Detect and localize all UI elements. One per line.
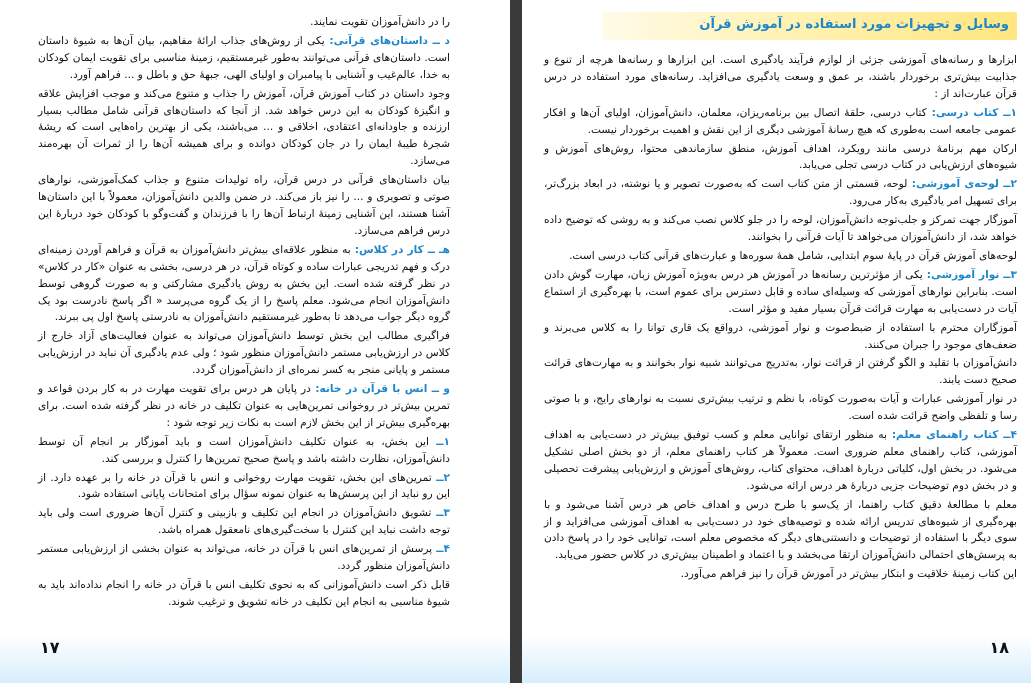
- paragraph-text: کتاب درسی، حلقهٔ اتصال بین برنامه‌ریزان، معلمان، دانش‌آموزان، اولیای آن‌ها و افکار عمومی جامعه است به‌طوری که هیچ رسانهٔ آموزشی دیگری از این نقش و اهمیت برخوردار نیست.: [544, 106, 1017, 136]
- paragraph: [544, 52, 1017, 103]
- subheading: ۴ــ کتاب راهنمای معلم:: [886, 429, 1017, 442]
- page-number-left: ۱۷: [40, 638, 60, 657]
- paragraph-text: آموزگار جهت تمرکز و جلب‌توجه دانش‌آموزان، لوحه را در جلو کلاس نصب می‌کند و به روشی که توضیح داده خواهد شد، از دانش‌آموزان می‌خواهد تا آیات قرآنی را بخوانند.: [544, 214, 1017, 244]
- paragraph: [38, 172, 450, 240]
- paragraph: [544, 267, 1017, 318]
- paragraph-text: فراگیری مطالب این بخش توسط دانش‌آموزان می‌تواند به عنوان فعالیت‌های آزاد خارج از کلاس در ارزش‌یابی مستمر دانش‌آموزان منظور شود ؛ ولی عدم یادگیری آن نباید در ارزش‌یابی مستمر و پایانی منجر به کسر نمره‌ای از دانش‌آموزان گردد.: [38, 330, 450, 377]
- paragraph: [544, 566, 1017, 583]
- paragraph: [38, 470, 450, 504]
- paragraph: [544, 320, 1017, 354]
- paragraph-text: به منظور علاقه‌ای بیش‌تر دانش‌آموزان به قرآن و فراهم آوردن زمینه‌ای درک و فهم تدریجی عبارات ساده و کوتاه قرآن، در هر درسی، بخشی به عنوان «کار در کلاس» در نظر گرفته شده است. این بخش به روش یادگیری مشارکتی و به صورت گروهی توسط دانش‌آموزان انجام می‌شود. معلم پاسخ را از یک گروه می‌پرسد « اگر پاسخ نادرست بود یک گروه دیگر جواب می‌دهد تا به‌طور غیرمستقیم دانش‌آموزان به نادرستی پاسخ اول پی ببرند.: [38, 243, 450, 324]
- right-page: [522, 0, 1031, 683]
- paragraph: [38, 505, 450, 539]
- paragraph-text: پرسش از تمرین‌های انس با قرآن در خانه، می‌تواند به عنوان بخشی از ارزش‌یابی مستمر دانش‌آموزان منظور گردد.: [38, 543, 450, 573]
- paragraph-text: قابل ذکر است دانش‌آموزانی که به نحوی تکلیف انس با قرآن در خانه را انجام نداده‌اند باید به شیوهٔ مناسبی به انجام این تکلیف در خانه تشویق و ترغیب شوند.: [38, 579, 450, 608]
- paragraph-text: بیان داستان‌های قرآنی در درس قرآن، راه تولیدات متنوع و جذاب کمک‌آموزشی، نوارهای صوتی و تصویری و ... را نیز باز می‌کند. در ضمن والدین دانش‌آموزان، معمولاً با این داستان‌ها آشنا هستند، این آشنایی زمینهٔ ارتباط آن‌ها را با فرزندان و گفت‌وگو با کودکان خود دربارهٔ این درس فراهم می‌سازد.: [38, 174, 450, 237]
- paragraph-text: به منظور ارتقای توانایی معلم و کسب توفیق بیش‌تر در دست‌یابی به اهداف آموزشی، کتاب راهنمای معلم ضروری است. معمولاً هر کتاب راهنمای معلم، از دو بخش اصلی تشکیل می‌شود. در بخش اول، کلیاتی دربارهٔ اهداف، محتوای کتاب، روش‌های آموزش و ارزش‌یابی پیشرفت تحصیلی و در بخش دوم توضیحات جزیی دربارهٔ هر درس ارائه می‌شود.: [544, 429, 1017, 492]
- paragraph: [38, 541, 450, 575]
- paragraph: [544, 497, 1017, 565]
- subheading: ۳ــ نوار آموزشی:: [922, 268, 1017, 281]
- paragraph-text: لوحه، قسمتی از متن کتاب است که به‌صورت تصویر و یا نوشته، در ابعاد بزرگ‌تر، برای تسهیل امر یادگیری به‌کار می‌رود.: [544, 178, 1017, 208]
- paragraph-text: ابزارها و رسانه‌های آموزشی جزئی از لوازم فرآیند یادگیری است. این ابزارها و رسانه‌ها هرچه از تنوع و جذابیت بیش‌تری برخوردار باشند، بر عمق و وسعت یادگیری می‌افزاید. رسانه‌های مورد استفاده در درس قرآن عبارت‌اند از :: [544, 54, 1017, 100]
- paragraph-text: تمرین‌های این بخش، تقویت مهارت روخوانی و انس با قرآن در خانه را بر عهده دارد. از این رو نباید از این پرسش‌ها به عنوان نمونه سؤال برای امتحانات پایانی استفاده شود.: [38, 471, 450, 501]
- paragraph: [38, 328, 450, 379]
- paragraph-text: آموزگاران محترم با استفاده از ضبط‌صوت و نوار آموزشی، درواقع یک قاری توانا را به کلاس می‌برند و ضعف‌های موجود را جبران می‌کنند.: [544, 321, 1017, 351]
- list-number: ۴ــ: [432, 543, 450, 556]
- paragraph: [38, 242, 450, 327]
- paragraph: [544, 355, 1017, 389]
- paragraph-text: یکی از مؤثرترین رسانه‌ها در آموزش هر درس به‌ویژه آموزش زبان، مهارت گوش دادن است. بنابراین نوارهای آموزشی که وسیله‌ای ساده و قابل دسترس برای عموم است، با بهره‌گیری از استماع آیات در دست‌یابی به مهارت قرائت قرآن بسیار مفید و مؤثر است.: [544, 268, 1017, 315]
- paragraph-text: یکی از روش‌های جذاب ارائهٔ مفاهیم، بیان آن‌ها به شیوهٔ داستان است. داستان‌های قرآنی می‌توانند به‌طور غیرمستقیم، زمینهٔ مناسبی برای تقویت ایمان کودکان به خدا، عالم‌غیب و آشنایی با پیامبران و اولیای الهی، جبههٔ حق و باطل و ... فراهم آورد.: [38, 34, 450, 81]
- subheading: ۱ــ کتاب درسی:: [926, 106, 1017, 119]
- paragraph: [544, 248, 1017, 265]
- paragraph-text: معلم با مطالعهٔ دقیق کتاب راهنما، از یک‌سو با طرح درس و اهداف خاص هر درس آشنا می‌شود و با بهره‌گیری از شیوه‌های تدریس ارائه شده و توصیه‌های خود در دست‌یابی به اهداف آموزشی می‌افزاید و از سوی دیگر با استفاده از توضیحات و دانستنی‌های دیگر که مخصوص معلم است، توانایی خود را در پاسخ دادن به پرسش‌های احتمالی دانش‌آموزان ارتقا می‌بخشد و با اعتماد و اطمینان بیش‌تری در کلاس حضور می‌یابد.: [544, 498, 1017, 562]
- paragraph: [544, 176, 1017, 210]
- paragraph: [38, 434, 450, 468]
- subheading: و ــ انس با قرآن در خانه:: [310, 383, 450, 396]
- section-title: وسایل و تجهیزات مورد استفاده در آموزش قرآن: [699, 17, 1009, 32]
- right-footer-band: [522, 635, 1031, 683]
- section-title-banner: [602, 12, 1017, 40]
- subheading: هـ ــ کار در کلاس:: [350, 243, 451, 256]
- paragraph-text: این کتاب زمینهٔ خلاقیت و ابتکار بیش‌تر در آموزش قرآن را نیز فراهم می‌آورد.: [680, 568, 1017, 581]
- paragraph: [38, 33, 450, 84]
- paragraph: [544, 141, 1017, 175]
- subheading: د ــ داستان‌های قرآنی:: [324, 34, 450, 47]
- paragraph-text: در نوار آموزشی عبارات و آیات به‌صورت کوتاه، با نظم و ترتیب بیش‌تری نسبت به نوارهای رایج، و با صوتی رسا و تلفظی واضح قرائت شده است.: [544, 393, 1017, 423]
- right-page-text: [544, 52, 1017, 585]
- paragraph: [38, 381, 450, 432]
- paragraph: [544, 105, 1017, 139]
- list-number: ۳ــ: [431, 507, 450, 520]
- subheading: ۲ــ لوحه‌ی آموزشی:: [907, 178, 1017, 191]
- paragraph-text: دانش‌آموزان با تقلید و الگو گرفتن از قرائت نوار، به‌تدریج می‌توانند شبیه نوار بخوانند و به مهارت‌های قرائت صحیح دست یابند.: [544, 357, 1017, 387]
- paragraph-text: در پایان هر درس برای تقویت مهارت در به کار بردن قواعد و تمرین بیش‌تر در روخوانی تمرین‌هایی به عنوان تکلیف در خانه در نظر گرفته شده است. برای بهره‌گیری بیش‌تر از این بخش لازم است به نکات زیر توجه شود :: [38, 383, 450, 429]
- paragraph-text: تشویق دانش‌آموزان در انجام این تکلیف و بازبینی و کنترل آن‌ها ضروری است ولی باید توجه داشت نباید این کنترل با سخت‌گیری‌های نامعقول همراه باشد.: [38, 507, 450, 537]
- paragraph: [38, 86, 450, 171]
- paragraph: [38, 14, 450, 31]
- left-footer-band: [0, 635, 510, 683]
- paragraph-text: وجود داستان در کتاب آموزش قرآن، آموزش را جذاب و متنوع می‌کند و موجب افزایش علاقه و انگیزهٔ کودکان به این درس خواهد شد. از آنجا که داستان‌های قرآنی شامل مطالب بسیار ارزنده و جاودانه‌ای اعتقادی، اخلاقی و ... می‌باشند، یکی از بهترین راه‌هایی است که ریشهٔ شجرهٔ طیبهٔ ایمان را در جان کودکان دوانده و برای همیشه آن‌ها را از ثمرات آن بهره‌مند می‌سازد.: [38, 87, 450, 168]
- list-number: ۱ــ: [428, 435, 450, 448]
- paragraph: [544, 212, 1017, 246]
- paragraph: [38, 577, 450, 611]
- paragraph-text: ارکان مهم برنامهٔ درسی مانند رویکرد، اهداف آموزش، منطق سازماندهی محتوا، روش‌های آموزش و شیوه‌های ارزش‌یابی در کتاب درسی تجلی می‌یابد.: [544, 142, 1017, 172]
- book-spine: [510, 0, 522, 683]
- list-number: ۲ــ: [431, 471, 450, 484]
- paragraph-text: لوحه‌های آموزش قرآن در پایهٔ سوم ابتدایی، شامل همهٔ سوره‌ها و عبارت‌های قرآنی کتاب درسی است.: [569, 249, 1017, 262]
- paragraph-text: این بخش، به عنوان تکلیف دانش‌آموزان است و باید آموزگار بر انجام آن توسط دانش‌آموزان، نظارت داشته باشد و پاسخ صحیح تمرین‌ها را کنترل و بررسی کند.: [38, 435, 450, 465]
- left-page: [0, 0, 510, 683]
- page-number-right: ۱۸: [989, 638, 1009, 657]
- paragraph: [544, 391, 1017, 425]
- paragraph: [544, 427, 1017, 495]
- left-page-text: [38, 14, 450, 613]
- paragraph-text: را در دانش‌آموزان تقویت نمایند.: [310, 16, 450, 28]
